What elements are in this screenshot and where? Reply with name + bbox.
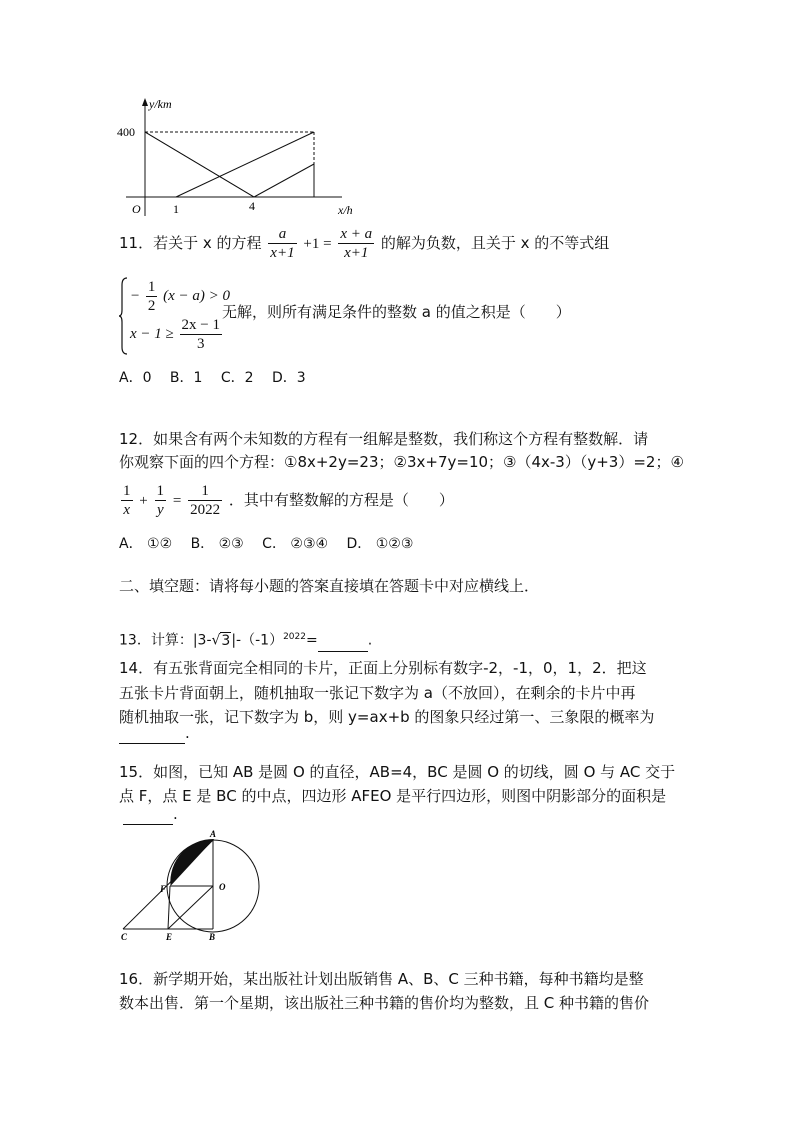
q11-system-row-2: x − 1 ≥ $\frac{2x - 1}{3}$ xyxy=(130,317,220,352)
q12-line3-suffix: ．其中有整数解的方程是（ ） xyxy=(228,491,454,509)
q15-line2: 点 F，点 E 是 BC 的中点，四边形 AFEO 是平行四边形，则图中阴影部分的面积是 xyxy=(119,787,667,805)
q15-line3: . xyxy=(119,804,178,825)
q14-line3: 随机抽取一张，记下数字为 b，则 y=ax+b 的图象只经过第一、三象限的概率为 xyxy=(119,708,655,726)
label-o: O xyxy=(219,882,226,892)
q11-sys1-fraction: $\frac{1}{2}$ xyxy=(147,279,156,314)
q13-answer-blank xyxy=(318,631,368,652)
q11-after-system: 无解，则所有满足条件的整数 a 的值之积是（ ） xyxy=(222,303,571,321)
segment-eo xyxy=(168,886,213,929)
q11-plus-one: +1 = xyxy=(303,236,332,252)
q11-suffix: 的解为负数，且关于 x 的不等式组 xyxy=(380,234,610,252)
q11-options: A．0 B．1 C．2 D．3 xyxy=(119,370,306,386)
q14-line2: 五张卡片背面朝上，随机抽取一张记下数字为 a（不放回），在剩余的卡片中再 xyxy=(119,684,636,702)
q12-options: A． ①② B． ②③ C． ②③④ D． ①②③ xyxy=(119,536,414,552)
label-a: A xyxy=(210,830,217,839)
segment-fe xyxy=(168,886,170,929)
label-c: C xyxy=(121,932,128,942)
q15-line1: 15．如图，已知 AB 是圆 O 的直径，AB=4，BC 是圆 O 的切线，圆 O 与 AC 交于 xyxy=(119,763,676,781)
q12-fraction-a: $\frac{1}{x}$ xyxy=(123,483,131,518)
q11-fraction-2: $\frac{x + a}{x+1}$ xyxy=(340,226,373,261)
segment-ac xyxy=(123,840,213,929)
q11-system-row-1: − $\frac{1}{2}$ (x − a) > 0 xyxy=(130,279,231,314)
sqrt-sign: √ xyxy=(211,632,221,649)
q14-line4: . xyxy=(119,723,190,744)
line-rising-2 xyxy=(254,164,314,197)
q12-line3: $\frac{1}{x}$ + $\frac{1}{y}$ = $\frac{1}{2022}$ ．其中有整数解的方程是（ ） xyxy=(123,483,454,518)
section-2-heading: 二、填空题：请将每小题的答案直接填在答题卡中对应横线上． xyxy=(119,577,540,595)
q12-line1: 12．如果含有两个未知数的方程有一组解是整数，我们称这个方程有整数解．请 xyxy=(119,430,649,448)
q13-line: 13．计算：$|3-√3|-(-1)^{2022}=$ . xyxy=(119,627,372,652)
q11-fraction-1: $\frac{a}{x+1}$ xyxy=(270,226,295,261)
q11-prefix: 11．若关于 x 的方程 xyxy=(119,234,262,252)
q12-fraction-c: $\frac{1}{2022}$ xyxy=(190,483,221,518)
distance-time-graph xyxy=(110,96,360,220)
q16-line2: 数本出售．第一个星期，该出版社三种书籍的售价均为整数，且 C 种书籍的售价 xyxy=(119,994,650,1012)
q15-circle-figure xyxy=(115,830,265,945)
label-b: B xyxy=(209,932,216,942)
x-tick-4: 4 xyxy=(249,199,255,213)
label-f: F xyxy=(160,884,167,894)
q16-line1: 16．新学期开始，某出版社计划出版销售 A、B、C 三种书籍，每种书籍均是整 xyxy=(119,970,644,988)
line-descending-2 xyxy=(145,132,254,197)
q14-answer-blank xyxy=(119,723,185,744)
q11-line1 xyxy=(119,225,609,262)
x-tick-1: 1 xyxy=(173,202,179,216)
q11-sys2-fraction: $\frac{2x - 1}{3}$ xyxy=(181,317,220,352)
q12-line2: 你观察下面的四个方程：①8x+2y=23；②3x+7y=10；③（4x-3）（y+3）=2；④ xyxy=(119,453,684,471)
y-arrow xyxy=(142,98,148,106)
q11-brace xyxy=(118,277,128,355)
line-rising-1 xyxy=(176,132,314,197)
origin-label: O xyxy=(132,202,141,216)
q15-answer-blank xyxy=(123,804,173,825)
x-axis-label: x/h xyxy=(338,203,353,217)
q12-fraction-b: $\frac{1}{y}$ xyxy=(156,483,165,518)
y-tick-400: 400 xyxy=(117,125,135,139)
label-e: E xyxy=(166,932,173,942)
q14-line1: 14．有五张背面完全相同的卡片，正面上分别标有数字-2，-1，0，1，2．把这 xyxy=(119,659,647,677)
y-axis-label: y/km xyxy=(149,97,172,111)
